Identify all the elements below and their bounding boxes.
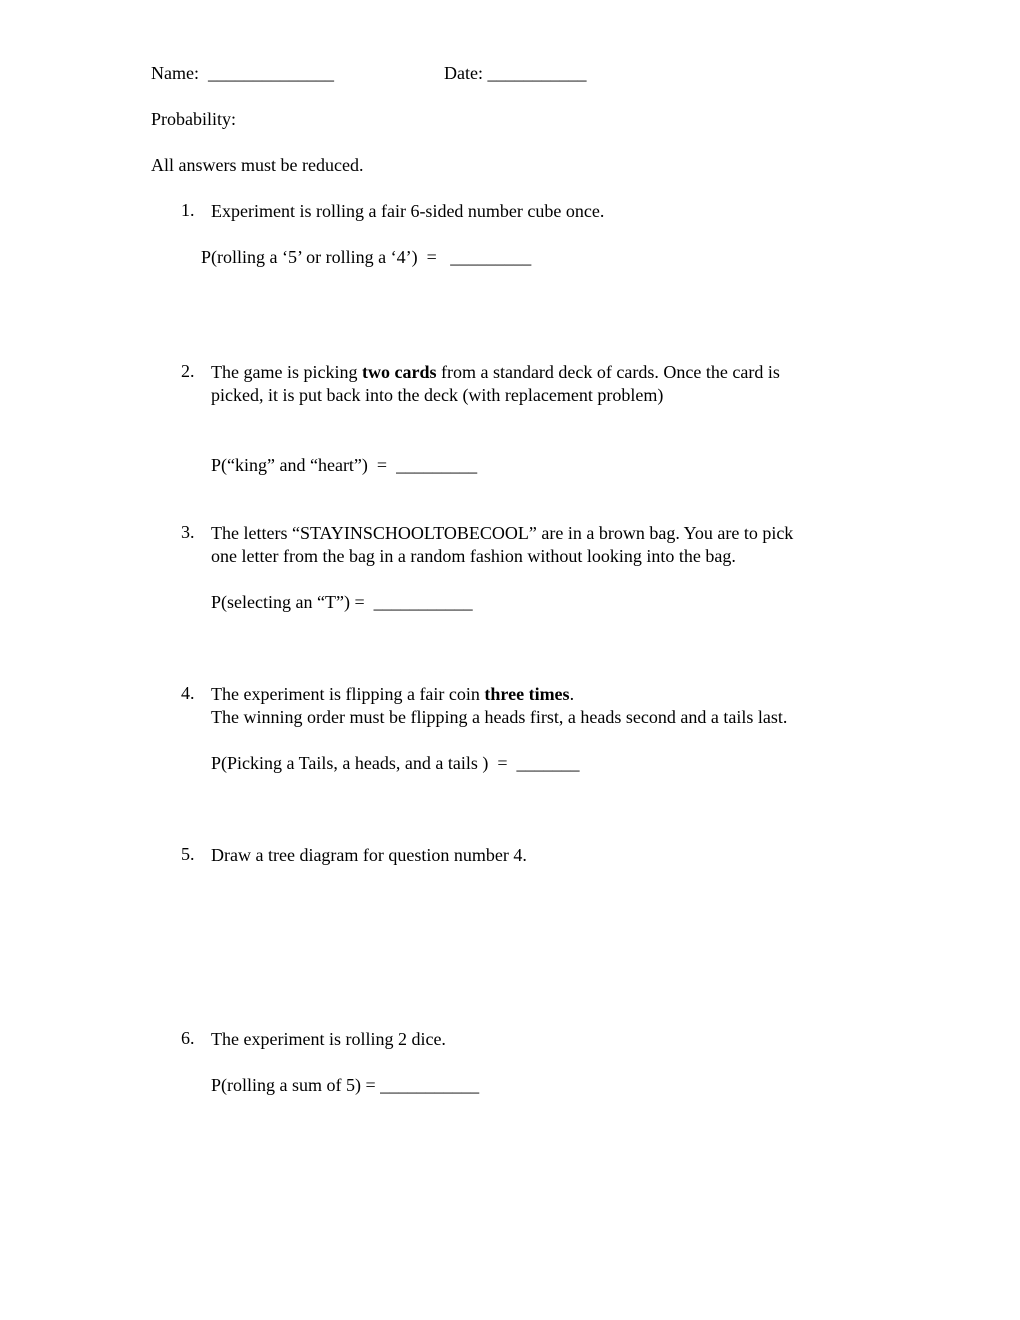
emphasis-text: three times bbox=[484, 684, 570, 704]
question-text: The letters “STAYINSCHOOLTOBECOOL” are in a brown bag. You are to pick bbox=[211, 523, 794, 543]
answer-line bbox=[201, 246, 531, 268]
date-blank: ___________ bbox=[487, 63, 587, 83]
answer-label: P(selecting an “T”) = bbox=[211, 592, 365, 612]
question-number: 1. bbox=[181, 200, 195, 220]
answer-label: P(“king” and “heart”) = bbox=[211, 455, 388, 475]
question-text bbox=[211, 683, 574, 706]
answer-label: P(Picking a Tails, a heads, and a tails ) = bbox=[211, 753, 508, 773]
answer-blank: _________ bbox=[396, 455, 478, 475]
question-text-part: . bbox=[569, 684, 575, 704]
answer-line bbox=[211, 752, 580, 774]
answer-line bbox=[211, 591, 473, 613]
question-text-part: The game is picking bbox=[211, 362, 362, 382]
answer-line bbox=[211, 1074, 479, 1096]
question-number: 5. bbox=[181, 844, 195, 864]
date-label: Date: bbox=[444, 63, 483, 83]
answer-blank: ___________ bbox=[373, 592, 473, 612]
instructions: All answers must be reduced. bbox=[151, 155, 364, 175]
question-number: 2. bbox=[181, 361, 195, 381]
question-text-line2: one letter from the bag in a random fashion without looking into the bag. bbox=[211, 546, 736, 566]
question-number: 6. bbox=[181, 1028, 195, 1048]
answer-blank: _________ bbox=[450, 247, 532, 267]
answer-label: P(rolling a sum of 5) = bbox=[211, 1075, 376, 1095]
question-text: The experiment is rolling 2 dice. bbox=[211, 1029, 446, 1049]
question-text-line2: picked, it is put back into the deck (with replacement problem) bbox=[211, 385, 664, 405]
question-text: Draw a tree diagram for question number 4. bbox=[211, 845, 527, 865]
worksheet-title: Probability: bbox=[151, 109, 236, 129]
name-field bbox=[151, 62, 334, 84]
answer-label: P(rolling a ‘5’ or rolling a ‘4’) = bbox=[201, 247, 437, 267]
date-field bbox=[444, 62, 586, 84]
emphasis-text: two cards bbox=[361, 362, 437, 382]
question-text-part: from a standard deck of cards. Once the card is bbox=[436, 362, 780, 382]
question-text bbox=[211, 361, 780, 384]
answer-blank: ___________ bbox=[380, 1075, 480, 1095]
answer-blank: _______ bbox=[516, 753, 580, 773]
question-number: 4. bbox=[181, 683, 195, 703]
name-label: Name: bbox=[151, 63, 199, 83]
answer-line bbox=[211, 454, 477, 476]
question-text: Experiment is rolling a fair 6-sided number cube once. bbox=[211, 201, 605, 221]
question-text-part: The experiment is flipping a fair coin bbox=[211, 684, 485, 704]
question-text-line2: The winning order must be flipping a heads first, a heads second and a tails last. bbox=[211, 707, 788, 727]
name-blank: ______________ bbox=[207, 63, 334, 83]
question-number: 3. bbox=[181, 522, 195, 542]
